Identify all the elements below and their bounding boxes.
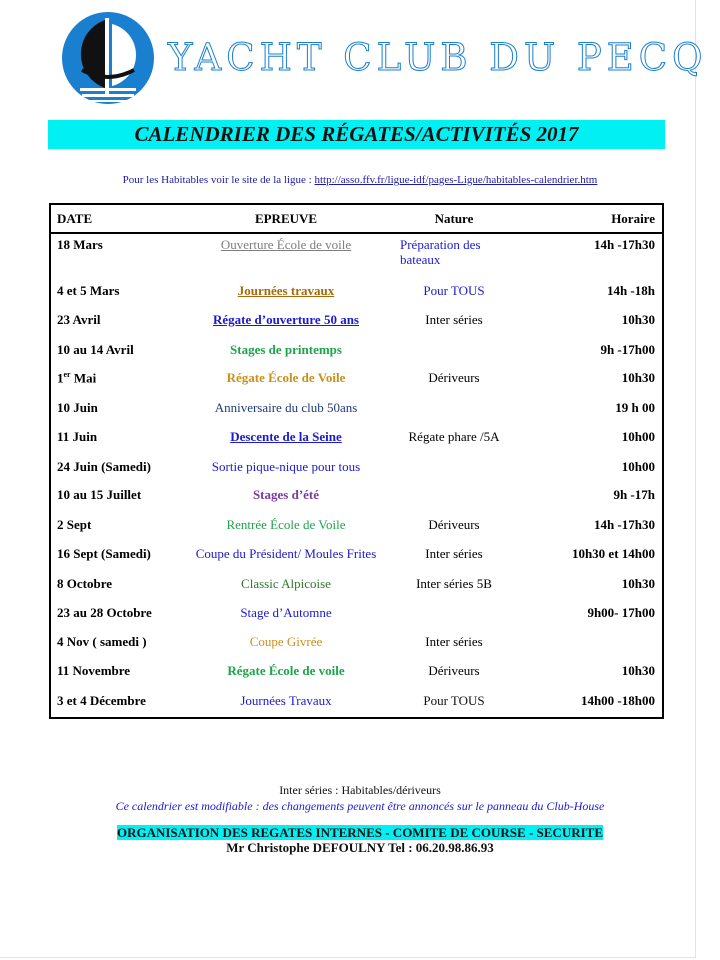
row-horaire: 9h -17h00	[600, 342, 655, 357]
table-row	[51, 312, 662, 341]
table-row	[51, 663, 662, 692]
row-date: 3 et 4 Décembre	[57, 693, 146, 708]
table-row	[51, 459, 662, 488]
row-epreuve: Stage d’Automne	[240, 605, 332, 620]
organisation-text: ORGANISATION DES REGATES INTERNES - COMITE DE COURSE - SECURITE	[116, 825, 604, 840]
row-epreuve: Rentrée École de Voile	[226, 517, 346, 532]
row-nature: Inter séries 5B	[416, 576, 492, 591]
table-row	[51, 546, 662, 575]
row-epreuve[interactable]: Journées travaux	[237, 283, 335, 298]
row-nature: Régate phare /5A	[408, 429, 500, 444]
row-epreuve[interactable]: Ouverture École de voile	[220, 237, 352, 252]
row-nature: Inter séries	[425, 312, 483, 327]
row-date: 10 au 15 Juillet	[57, 487, 142, 502]
row-date: 4 et 5 Mars	[57, 283, 120, 298]
col-epreuve-header: EPREUVE	[254, 211, 318, 226]
row-nature: Pour TOUS	[423, 283, 485, 298]
table-row	[51, 283, 662, 312]
table-row	[51, 370, 662, 399]
row-date: 11 Juin	[57, 429, 98, 444]
row-date: 8 Octobre	[57, 576, 112, 591]
row-horaire: 10h30	[621, 312, 655, 327]
table-row	[51, 517, 662, 546]
row-epreuve: Régate École de voile	[227, 663, 345, 678]
row-date: 4 Nov ( samedi )	[57, 634, 147, 649]
row-horaire: 14h -18h	[606, 283, 655, 298]
table-row	[51, 429, 662, 458]
row-epreuve: Journées Travaux	[240, 693, 332, 708]
table-row	[51, 605, 662, 634]
row-horaire: 10h30 et 14h00	[571, 546, 655, 561]
page-title: CALENDRIER DES RÉGATES/ACTIVITÉS 2017	[48, 120, 665, 149]
row-date: 24 Juin (Samedi)	[57, 459, 151, 474]
row-nature: Inter séries	[425, 634, 483, 649]
row-epreuve: Coupe Givrée	[249, 634, 323, 649]
row-date: 18 Mars	[57, 237, 103, 252]
row-epreuve[interactable]: Descente de la Seine	[230, 429, 342, 444]
club-name: YACHT CLUB DU PECQ	[168, 36, 708, 79]
inter-series-note: Inter séries : Habitables/dériveurs	[279, 783, 441, 797]
row-epreuve: Stages de printemps	[230, 342, 342, 357]
calendar-table	[49, 203, 664, 719]
ligue-link[interactable]: http://asso.ffv.fr/ligue-idf/pages-Ligue/habitables-calendrier.htm	[314, 174, 598, 186]
row-date	[57, 370, 96, 386]
row-epreuve: Anniversaire du club 50ans	[214, 400, 358, 415]
row-epreuve: Sortie pique-nique pour tous	[211, 459, 361, 474]
row-date: 11 Novembre	[57, 663, 131, 678]
table-row	[51, 237, 662, 266]
row-horaire: 9h -17h	[613, 487, 655, 502]
table-row	[51, 634, 662, 663]
col-date-header: DATE	[57, 211, 93, 226]
row-horaire: 14h00 -18h00	[580, 693, 655, 708]
row-date-month: Mai	[70, 370, 97, 386]
row-horaire: 10h00	[621, 429, 655, 444]
table-row	[51, 487, 662, 516]
modifiable-note: Ce calendrier est modifiable : des changements peuvent être annoncés sur le panneau du Club-House	[115, 799, 605, 813]
row-nature: Dériveurs	[428, 370, 480, 385]
row-epreuve: Stages d’été	[252, 487, 320, 502]
row-horaire: 10h30	[621, 663, 655, 678]
col-nature-header: Nature	[434, 211, 474, 226]
row-horaire: 10h30	[621, 370, 655, 385]
row-horaire: 10h30	[621, 576, 655, 591]
row-date: 23 Avril	[57, 312, 101, 327]
table-row	[51, 576, 662, 605]
row-nature: Inter séries	[425, 546, 483, 561]
row-horaire: 9h00- 17h00	[587, 605, 655, 620]
table-row	[51, 693, 662, 722]
row-nature: Dériveurs	[428, 663, 480, 678]
row-horaire: 14h -17h30	[593, 237, 655, 252]
sailboat-logo-icon	[60, 10, 156, 106]
row-nature: Pour TOUS	[423, 693, 485, 708]
row-epreuve: Régate École de Voile	[226, 370, 346, 385]
row-epreuve: Coupe du Président/ Moules Frites	[195, 546, 377, 561]
row-date: 10 au 14 Avril	[57, 342, 134, 357]
row-date-number: 1	[57, 370, 64, 386]
table-row	[51, 400, 662, 429]
row-horaire: 19 h 00	[615, 400, 655, 415]
table-row	[51, 342, 662, 371]
table-header	[51, 205, 662, 234]
row-epreuve: Classic Alpicoise	[241, 576, 331, 591]
contact-line: Mr Christophe DEFOULNY Tel : 06.20.98.86.93	[226, 840, 494, 855]
ligue-text: Pour les Habitables voir le site de la ligue :	[122, 174, 315, 186]
row-horaire: 10h00	[621, 459, 655, 474]
ligue-info	[0, 174, 720, 186]
row-epreuve[interactable]: Régate d’ouverture 50 ans	[213, 312, 359, 327]
row-horaire: 14h -17h30	[593, 517, 655, 532]
row-nature: Préparation des bateaux	[400, 237, 481, 267]
row-date: 2 Sept	[57, 517, 92, 532]
col-horaire-header: Horaire	[611, 211, 655, 226]
row-date-ordinal: er	[63, 370, 71, 379]
row-date: 16 Sept (Samedi)	[57, 546, 151, 561]
row-date: 23 au 28 Octobre	[57, 605, 152, 620]
row-nature: Dériveurs	[428, 517, 480, 532]
row-date: 10 Juin	[57, 400, 98, 415]
